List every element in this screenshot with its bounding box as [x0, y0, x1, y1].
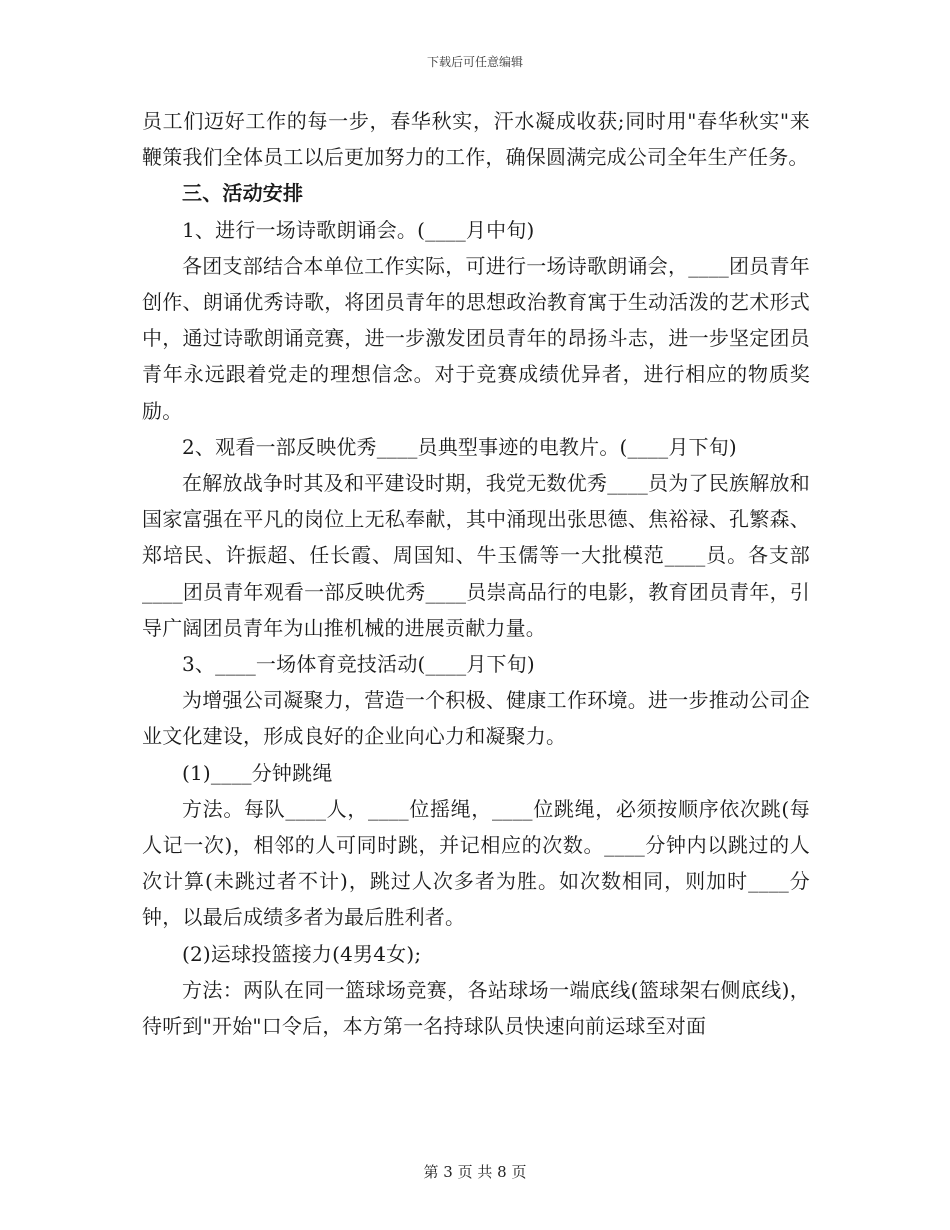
item-2-title: 2、观看一部反映优秀____员典型事迹的电教片。(____月下旬) — [182, 434, 737, 459]
subitem-2-title: (2)运球投篮接力(4男4女); — [182, 941, 422, 966]
subitem-2-body: 方法：两队在同一篮球场竞赛，各站球场一端底线(篮球架右侧底线)，待听到"开始"口令后，本方第一名持球队员快速向前运球至对面 — [142, 977, 810, 1039]
subitem-1-body: 方法。每队____人，____位摇绳，____位跳绳，必须按顺序依次跳(每人记一次)，相邻的人可同时跳，并记相应的次数。____分钟内以跳过的人次计算(未跳过者不计)，跳过人次多者为胜。如次数相同，则加时____分钟，以最后成绩多者为最后胜利者。 — [142, 796, 810, 930]
item-2-body: 在解放战争时其及和平建设时期，我党无数优秀____员为了民族解放和国家富强在平凡的岗位上无私奉献，其中涌现出张思德、焦裕禄、孔繁森、郑培民、许振超、任长霞、周国知、牛玉儒等一大批模范____员。各支部____团员青年观看一部反映优秀____员崇高品行的电影，教育团员青年，引导广阔团员青年为山推机械的进展贡献力量。 — [142, 471, 810, 640]
item-1-title: 1、进行一场诗歌朗诵会。(____月中旬) — [182, 217, 535, 242]
item-3-title: 3、____一场体育竞技活动(____月下旬) — [182, 652, 535, 677]
subitem-1-title: (1)____分钟跳绳 — [182, 760, 333, 785]
section-heading-activities: 三、活动安排 — [182, 181, 304, 206]
page-number: 第 3 页 共 8 页 — [423, 1163, 527, 1181]
item-3-body: 为增强公司凝聚力，营造一个积极、健康工作环境。进一步推动公司企业文化建设，形成良好的企业向心力和凝聚力。 — [142, 688, 810, 749]
page-header-note: 下载后可任意编辑 — [426, 55, 523, 69]
item-1-body: 各团支部结合本单位工作实际，可进行一场诗歌朗诵会，____团员青年创作、朗诵优秀诗歌，将团员青年的思想政治教育寓于生动活泼的艺术形式中，通过诗歌朗诵竞赛，进一步激发团员青年的昂扬斗志，进一步坚定团员青年永远跟着党走的理想信念。对于竞赛成绩优异者，进行相应的物质奖励。 — [142, 253, 810, 423]
document-body — [142, 103, 810, 1044]
paragraph-intro-continuation: 员工们迈好工作的每一步，春华秋实，汗水凝成收获;同时用"春华秋实"来鞭策我们全体员工以后更加努力的工作，确保圆满完成公司全年生产任务。 — [142, 109, 810, 170]
